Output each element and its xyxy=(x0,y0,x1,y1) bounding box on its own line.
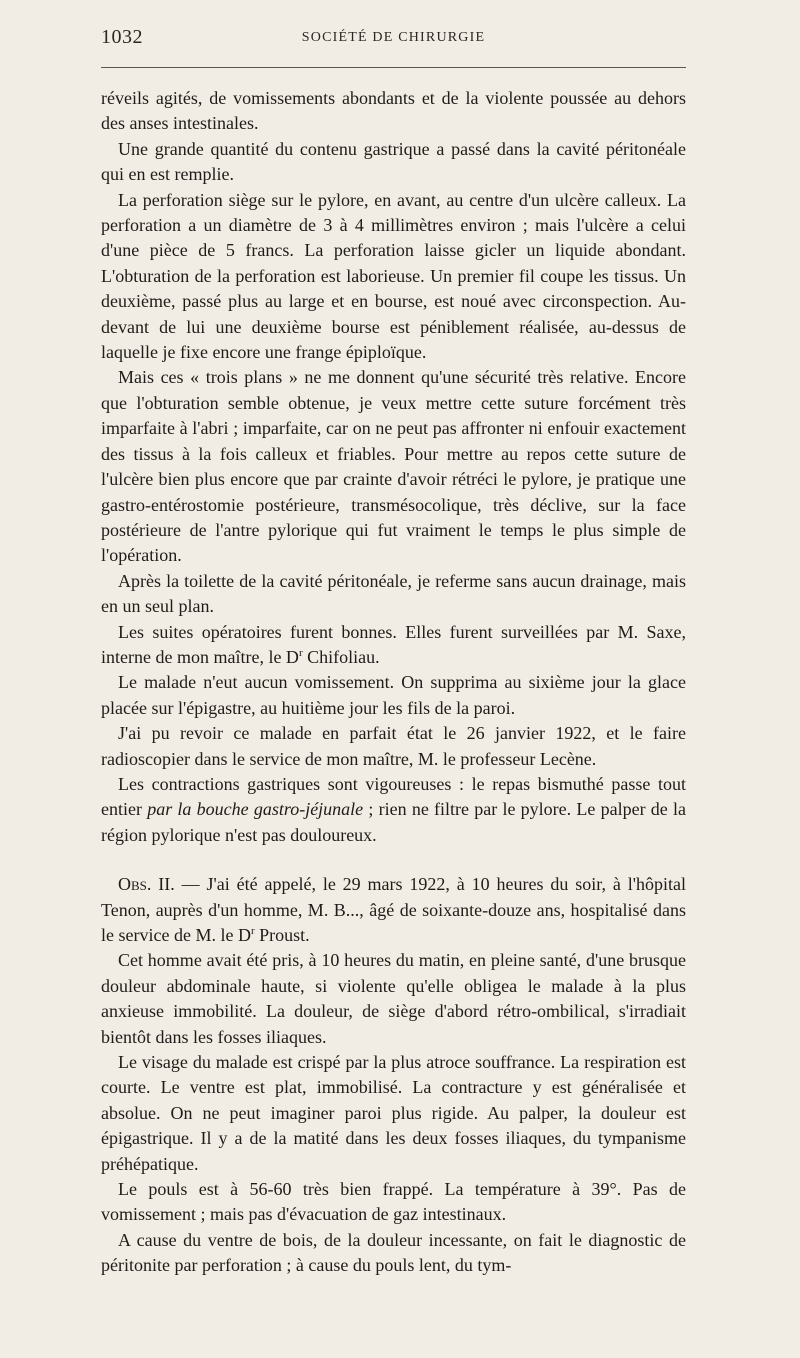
paragraph: Le malade n'eut aucun vomissement. On supprima au sixième jour la glace placée sur l'épigastre, au huitième jour les fils de la paroi. xyxy=(101,672,686,718)
paragraph xyxy=(101,620,686,671)
observation-paragraph xyxy=(101,872,686,948)
text-run: Les suites opératoires furent bonnes. Elles furent surveillées par M. Saxe, interne de mon maître, le D xyxy=(101,621,686,667)
paragraph: La perforation siège sur le pylore, en avant, au centre d'un ulcère calleux. La perforation a un diamètre de 3 à 4 millimètres environ ; mais l'ulcère a celui d'une pièce de 5 francs. La perforation laisse gicler un liquide abondant. L'obturation de la perforation est laborieuse. Un premier fil coupe les tissus. Un deuxième, passé plus au large et en bourse, est noué avec circonspection. Au-devant de lui une deuxième bourse est péniblement réalisée, au-dessus de laquelle je fixe encore une frange épiploïque. xyxy=(101,189,686,363)
page-number: 1032 xyxy=(101,26,143,48)
paragraph: Le pouls est à 56-60 très bien frappé. La température à 39°. Pas de vomissement ; mais pas d'évacuation de gaz intestinaux. xyxy=(101,1179,686,1225)
header-rule xyxy=(101,67,686,68)
paragraph: A cause du ventre de bois, de la douleur incessante, on fait le diagnostic de péritonite par perforation ; à cause du pouls lent, du tym- xyxy=(101,1229,686,1276)
section-gap xyxy=(101,848,686,872)
paragraph: Mais ces « trois plans » ne me donnent qu'une sécurité très relative. Encore que l'obturation semble obtenue, je veux mettre cette suture forcément très imparfaite à l'abri ; imparfaite, car on ne peut pas affronter ni enfouir exactement des tissus à la fois calleux et friables. Pour mettre au repos cette suture de l'ulcère bien plus encore que par crainte d'avoir rétréci le pylore, je pratique une gastro-entérostomie postérieure, transmésocolique, très déclive, sur la face postérieure de l'antre pylorique qui fut vraiment le temps le plus simple de l'opération. xyxy=(101,367,686,566)
text-run: Proust. xyxy=(254,925,310,945)
superscript: r xyxy=(298,646,303,659)
superscript: r xyxy=(250,925,255,937)
paragraph: Après la toilette de la cavité péritonéale, je referme sans aucun drainage, mais en un seul plan. xyxy=(101,570,686,617)
running-head: SOCIÉTÉ DE CHIRURGIE xyxy=(301,30,486,45)
page-header xyxy=(101,26,686,56)
text-run: ; rien ne filtre par le pylore. Le palper de la région pylorique n'est pas douloureux. xyxy=(101,799,686,845)
article-body xyxy=(101,86,686,1279)
paragraph xyxy=(101,772,686,848)
text-run: Chifoliau. xyxy=(302,646,380,667)
observation-label: Obs. II. xyxy=(118,874,175,895)
text-run: Les contractions gastriques sont vigoureuses : le repas bismuthé passe tout entier xyxy=(101,773,686,820)
paragraph: Une grande quantité du contenu gastrique a passé dans la cavité péritonéale qui en est remplie. xyxy=(101,138,686,185)
paragraph: réveils agités, de vomissements abondants et de la violente poussée au dehors des anses intestinales. xyxy=(101,88,686,134)
paragraph: Cet homme avait été pris, à 10 heures du matin, en pleine santé, d'une brusque douleur abdominale haute, si violente qu'elle obligea le malade à la plus anxieuse immobilité. La douleur, de siège d'abord rétro-ombilical, s'irradiait bientôt dans les fosses iliaques. xyxy=(101,950,686,1047)
paragraph: J'ai pu revoir ce malade en parfait état le 26 janvier 1922, et le faire radioscopier dans le service de mon maître, M. le professeur Lecène. xyxy=(101,723,686,769)
paragraph: Le visage du malade est crispé par la plus atroce souffrance. La respiration est courte. Le ventre est plat, immobilisé. La contracture y est généralisée et absolue. On ne peut imaginer paroi plus rigide. Au palper, la douleur est épigastrique. Il y a de la matité dans les deux fosses iliaques, du tympanisme préhépatique. xyxy=(101,1052,686,1174)
italic-text: par la bouche gastro-jéjunale xyxy=(147,799,364,820)
text-run: — J'ai été appelé, le 29 mars 1922, à 10 heures du soir, à l'hôpital Tenon, auprès d'un homme, M. B..., âgé de soixante-douze ans, hospitalisé dans le service de M. le D xyxy=(101,874,686,945)
